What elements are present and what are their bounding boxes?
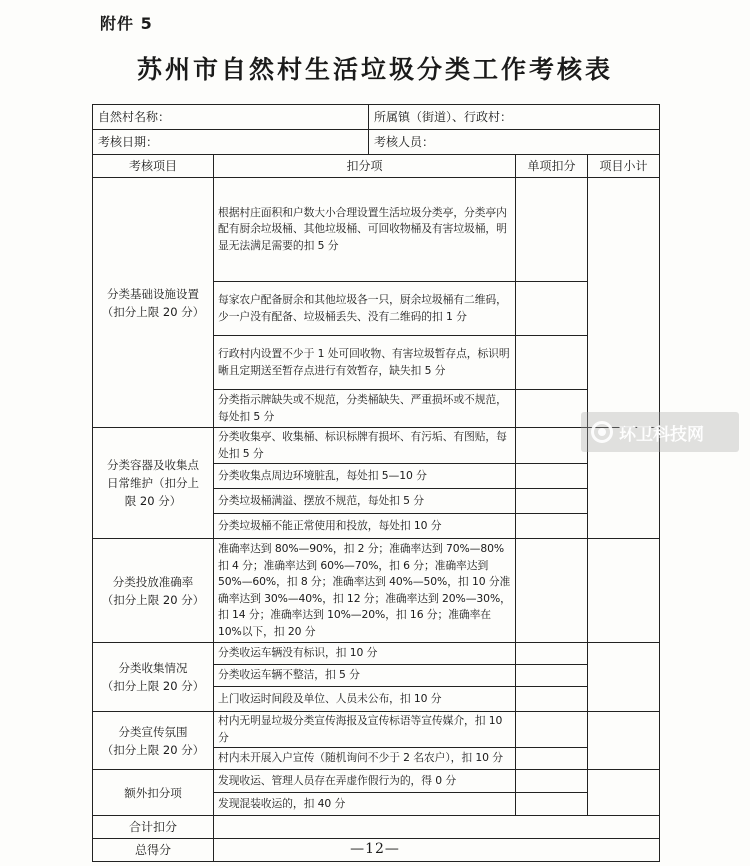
deduction-item: 分类指示牌缺失或不规范，分类桶缺失、严重损坏或不规范，每处扣 5 分: [214, 390, 516, 428]
total-deduction-label: 合计扣分: [93, 816, 214, 839]
table-row: [93, 428, 660, 464]
single-deduction-cell[interactable]: [516, 687, 588, 712]
deduction-item: 分类收集亭、收集桶、标识标牌有损坏、有污垢、有图贴，每处扣 5 分: [214, 428, 516, 464]
deduction-item: 分类收运车辆没有标识，扣 10 分: [214, 643, 516, 665]
deduction-item: 发现混装收运的，扣 40 分: [214, 793, 516, 816]
assessment-date-cell: [93, 130, 369, 155]
header-subtotal: 项目小计: [588, 155, 660, 178]
deduction-item: 村内无明显垃圾分类宣传海报及宣传标语等宣传媒介，扣 10 分: [214, 712, 516, 748]
single-deduction-cell[interactable]: [516, 539, 588, 643]
category-cell: 分类宣传氛围 （扣分上限 20 分）: [93, 712, 214, 770]
subtotal-cell[interactable]: [588, 770, 660, 816]
deduction-item: 分类收集点周边环境脏乱，每处扣 5—10 分: [214, 464, 516, 489]
deduction-item: 分类垃圾桶满溢、摆放不规范，每处扣 5 分: [214, 489, 516, 514]
single-deduction-cell[interactable]: [516, 178, 588, 282]
table-row: [93, 178, 660, 282]
single-deduction-cell[interactable]: [516, 428, 588, 464]
deduction-item: 分类垃圾桶不能正常使用和投放，每处扣 10 分: [214, 514, 516, 539]
deduction-item: 村内未开展入户宣传（随机询问不少于 2 名农户），扣 10 分: [214, 748, 516, 770]
assessment-table: [92, 104, 660, 862]
town-village-cell: [369, 105, 660, 130]
deduction-item: 行政村内设置不少于 1 处可回收物、有害垃圾暂存点，标识明晰且定期送至暂存点进行有效暂存，缺失扣 5 分: [214, 336, 516, 390]
single-deduction-cell[interactable]: [516, 282, 588, 336]
single-deduction-cell[interactable]: [516, 748, 588, 770]
assessment-date-label: 考核日期：: [98, 135, 159, 149]
page-title: 苏州市自然村生活垃圾分类工作考核表: [136, 55, 613, 84]
total-deduction-value[interactable]: [214, 816, 660, 839]
single-deduction-cell[interactable]: [516, 464, 588, 489]
page-number: —12—: [350, 841, 400, 857]
subtotal-cell[interactable]: [588, 712, 660, 770]
watermark-logo-icon: [591, 421, 613, 443]
attachment-label: 附件 5: [100, 14, 153, 33]
deduction-item: 根据村庄面积和户数大小合理设置生活垃圾分类亭，分类亭内配有厨余垃圾桶、其他垃圾桶、可回收物桶及有害垃圾桶，明显无法满足需要的扣 5 分: [214, 178, 516, 282]
category-cell: 分类投放准确率 （扣分上限 20 分）: [93, 539, 214, 643]
deduction-item: 每家农户配备厨余和其他垃圾各一只，厨余垃圾桶有二维码，少一户没有配备、垃圾桶丢失、没有二维码的扣 1 分: [214, 282, 516, 336]
deduction-item: 上门收运时间段及单位、人员未公布，扣 10 分: [214, 687, 516, 712]
single-deduction-cell[interactable]: [516, 665, 588, 687]
table-row: [93, 539, 660, 643]
table-row: [93, 712, 660, 748]
header-single-deduction: 单项扣分: [516, 155, 588, 178]
single-deduction-cell[interactable]: [516, 793, 588, 816]
deduction-item: 分类收运车辆不整洁，扣 5 分: [214, 665, 516, 687]
subtotal-cell[interactable]: [588, 643, 660, 712]
subtotal-cell[interactable]: [588, 178, 660, 428]
single-deduction-cell[interactable]: [516, 712, 588, 748]
single-deduction-cell[interactable]: [516, 643, 588, 665]
category-cell: 额外扣分项: [93, 770, 214, 816]
single-deduction-cell[interactable]: [516, 336, 588, 390]
header-deduction: 扣分项: [214, 155, 516, 178]
subtotal-cell[interactable]: [588, 539, 660, 643]
assessor-cell: [369, 130, 660, 155]
deduction-item: 准确率达到 80%—90%，扣 2 分；准确率达到 70%—80%扣 4 分；准确率达到 60%—70%，扣 6 分；准确率达到 50%—60%，扣 8 分；准确率达到 40%—50%，扣 10 分准确率达到 30%—40%，扣 12 分；准确率达到 20%—30%，扣 14 分；准确率达到 10%—20%，扣 16 分；准确率在 10%以下，扣 20 分: [214, 539, 516, 643]
single-deduction-cell[interactable]: [516, 390, 588, 428]
final-score-label: 总得分: [93, 839, 214, 862]
single-deduction-cell[interactable]: [516, 489, 588, 514]
village-name-label: 自然村名称：: [98, 110, 171, 124]
village-name-cell: [93, 105, 369, 130]
watermark-text: 环卫科技网: [619, 424, 704, 445]
deduction-item: 发现收运、管理人员存在弄虚作假行为的，得 0 分: [214, 770, 516, 793]
single-deduction-cell[interactable]: [516, 514, 588, 539]
table-row: [93, 770, 660, 793]
watermark: [581, 412, 739, 452]
assessor-label: 考核人员：: [374, 135, 435, 149]
town-village-label: 所属镇（街道）、行政村：: [374, 110, 513, 124]
category-cell: 分类容器及收集点 日常维护（扣分上 限 20 分）: [93, 428, 214, 539]
table-row: [93, 643, 660, 665]
header-item: 考核项目: [93, 155, 214, 178]
category-cell: 分类收集情况 （扣分上限 20 分）: [93, 643, 214, 712]
category-cell: 分类基础设施设置 （扣分上限 20 分）: [93, 178, 214, 428]
single-deduction-cell[interactable]: [516, 770, 588, 793]
